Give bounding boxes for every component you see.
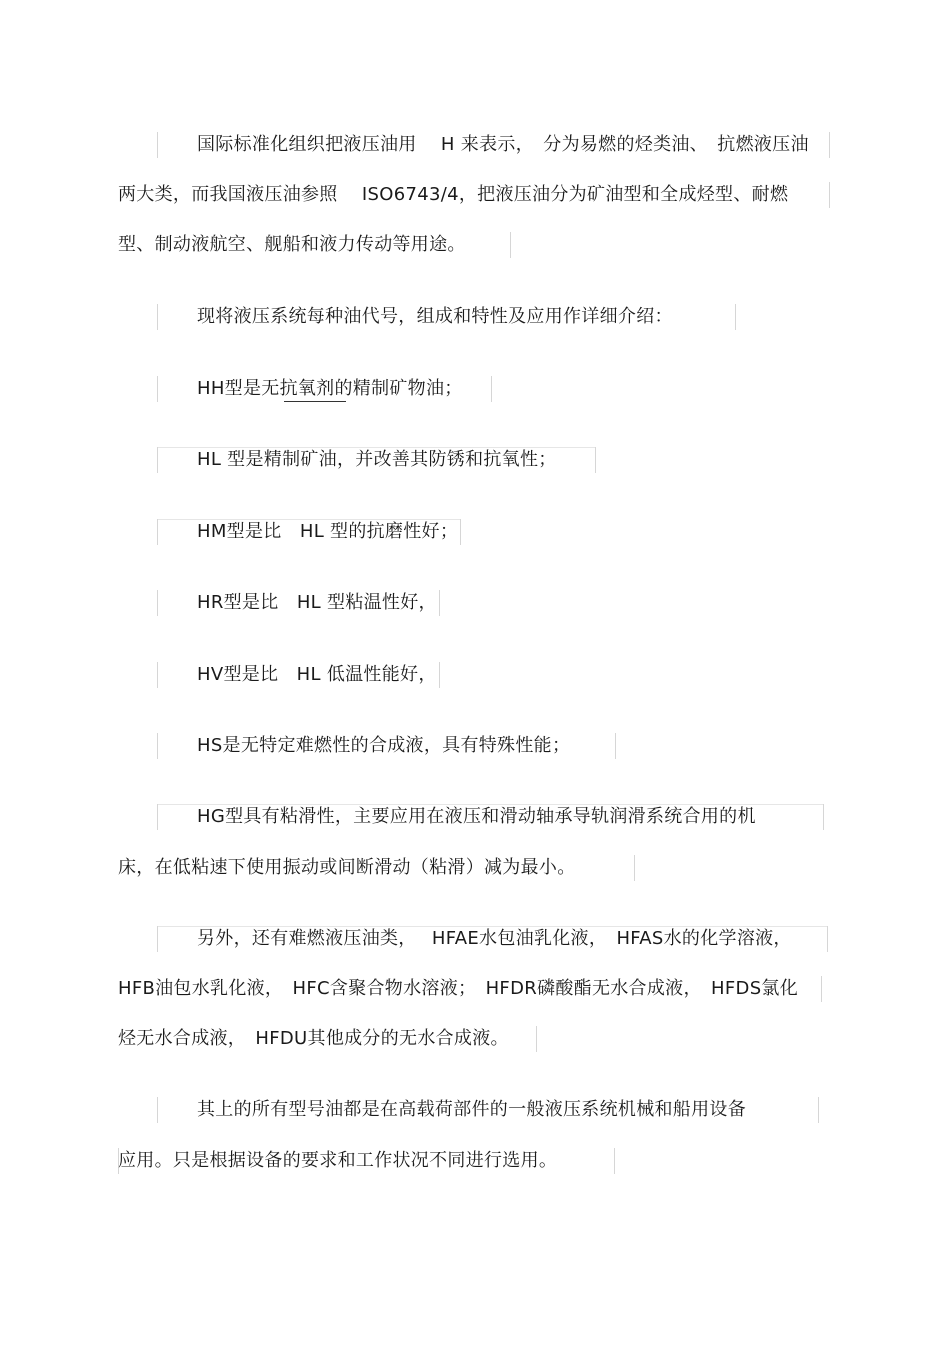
text-frame-line [439, 662, 440, 688]
text-frame-line [157, 733, 158, 759]
text-frame-line [829, 132, 830, 158]
paragraph-2-line-1: 现将液压系统每种油代号，组成和特性及应用作详细介绍： [197, 306, 673, 327]
paragraph-5-line-1: HM型是比 HL 型的抗磨性好； [197, 521, 459, 542]
paragraph-1-line-1: 国际标准化组织把液压油用 H 来表示， 分为易燃的烃类油、 抗燃液压油 [197, 134, 809, 155]
text-frame-line [157, 804, 158, 830]
text-frame-line [157, 519, 158, 545]
paragraph-4-line-1: HL 型是精制矿油，并改善其防锈和抗氧性； [197, 449, 557, 470]
paragraph-9-line-2: 床，在低粘速下使用振动或间断滑动（粘滑）减为最小。 [118, 857, 576, 878]
text-frame-line [157, 447, 158, 473]
text-frame-line [439, 590, 440, 616]
paragraph-3-line-1: HH型是无抗氧剂的精制矿物油； [197, 378, 463, 399]
text-frame-line [615, 733, 616, 759]
paragraph-1-line-2: 两大类，而我国液压油参照 ISO6743/4，把液压油分为矿油型和全成烃型、耐燃 [118, 184, 789, 205]
paragraph-1-line-3: 型、制动液航空、舰船和液力传动等用途。 [118, 234, 466, 255]
paragraph-7-line-1: HV型是比 HL 低温性能好， [197, 664, 437, 685]
text-frame-line [536, 1026, 537, 1052]
text-frame-line [829, 182, 830, 208]
text-frame-line [510, 232, 511, 258]
text-frame-line [634, 855, 635, 881]
text-frame-line [157, 376, 158, 402]
text-frame-line [157, 304, 158, 330]
paragraph-6-line-1: HR型是比 HL 型粘温性好， [197, 592, 437, 613]
paragraph-9-line-1: HG型具有粘滑性，主要应用在液压和滑动轴承导轨润滑系统合用的机 [197, 806, 756, 827]
text-frame-line [157, 1097, 158, 1123]
underline-mark [284, 401, 346, 402]
text-frame-line [157, 662, 158, 688]
text-frame-line [157, 132, 158, 158]
text-frame-line [157, 590, 158, 616]
paragraph-10-line-1: 另外，还有难燃液压油类， HFAE水包油乳化液， HFAS水的化学溶液， [197, 928, 792, 949]
text-frame-line [735, 304, 736, 330]
paragraph-8-line-1: HS是无特定难燃性的合成液，具有特殊性能； [197, 735, 571, 756]
paragraph-11-line-1: 其上的所有型号油都是在高载荷部件的一般液压系统机械和船用设备 [197, 1099, 746, 1120]
paragraph-10-line-2: HFB油包水乳化液， HFC含聚合物水溶液； HFDR磷酸酯无水合成液， HFDS氯化 [118, 978, 799, 999]
text-frame-line [818, 1097, 819, 1123]
text-frame-line [491, 376, 492, 402]
text-frame-line [614, 1148, 615, 1174]
paragraph-10-line-3: 烃无水合成液， HFDU其他成分的无水合成液。 [118, 1028, 509, 1049]
text-frame-line [823, 804, 824, 830]
text-frame-line [595, 447, 596, 473]
text-frame-line [460, 519, 461, 545]
paragraph-11-line-2: 应用。只是根据设备的要求和工作状况不同进行选用。 [118, 1150, 558, 1171]
text-frame-line [827, 926, 828, 952]
text-frame-line [821, 976, 822, 1002]
text-frame-line [157, 926, 158, 952]
